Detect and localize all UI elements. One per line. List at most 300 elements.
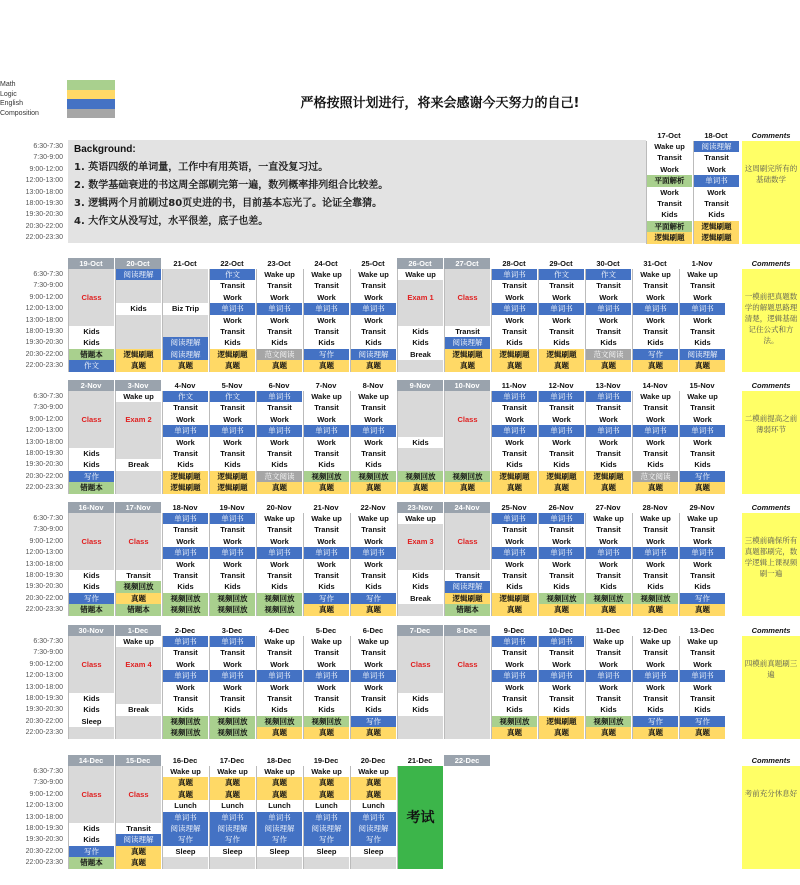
schedule-cell: Kids xyxy=(257,337,302,348)
schedule-cell: 真题 xyxy=(680,360,725,371)
day-body xyxy=(115,269,161,372)
time-label: 13:00-18:00 xyxy=(25,560,63,568)
schedule-cell: Exam 1 xyxy=(407,292,434,302)
schedule-cell xyxy=(116,280,161,291)
schedule-cell: Work xyxy=(210,682,255,693)
schedule-cell: 写作 xyxy=(680,716,725,727)
comments-column xyxy=(742,380,800,494)
schedule-cell: Kids xyxy=(257,704,302,715)
schedule-cell: Wake up xyxy=(398,513,443,524)
day-date: 22-Nov xyxy=(360,503,386,512)
time-label: 20:30-22:00 xyxy=(25,222,63,230)
day-column xyxy=(162,258,208,372)
schedule-cell: 作文 xyxy=(586,269,631,280)
schedule-cell xyxy=(445,636,490,647)
day-date: 18-Nov xyxy=(172,503,198,512)
schedule-cell: Kids xyxy=(680,704,725,715)
schedule-cell: Kids xyxy=(69,704,114,715)
day-body xyxy=(162,391,208,494)
legend-swatch xyxy=(67,80,115,90)
schedule-cell xyxy=(69,727,114,738)
day-body xyxy=(209,513,255,616)
schedule-cell: Work xyxy=(210,437,255,448)
schedule-cell: 单词书 xyxy=(539,425,584,436)
schedule-cell: Work xyxy=(257,559,302,570)
day-body xyxy=(538,513,584,616)
schedule-cell: Wake up xyxy=(351,391,396,402)
schedule-cell: Kids xyxy=(257,581,302,592)
schedule-cell: 真题 xyxy=(539,727,584,738)
schedule-cell: Kids xyxy=(586,337,631,348)
schedule-cell: 真题 xyxy=(304,789,349,800)
schedule-cell: Kids xyxy=(351,704,396,715)
day-column xyxy=(538,380,584,494)
comments-column xyxy=(742,502,800,616)
schedule-cell: 真题 xyxy=(116,360,161,371)
day-body xyxy=(538,391,584,494)
schedule-cell xyxy=(116,326,161,337)
day-date: 31-Oct xyxy=(643,259,667,268)
day-column xyxy=(115,502,161,616)
schedule-cell: Transit xyxy=(492,524,537,535)
day-column xyxy=(115,258,161,372)
day-date: 7-Dec xyxy=(397,625,443,636)
schedule-cell: Work xyxy=(210,315,255,326)
day-date: 26-Oct xyxy=(397,258,443,269)
schedule-cell: 单词书 xyxy=(586,303,631,314)
day-body xyxy=(679,636,725,739)
day-body xyxy=(350,269,396,372)
schedule-cell: 单词书 xyxy=(210,670,255,681)
schedule-cell: Transit xyxy=(163,524,208,535)
day-date: 14-Dec xyxy=(68,755,114,766)
schedule-cell: Transit xyxy=(586,326,631,337)
schedule-cell: Work xyxy=(210,414,255,425)
schedule-cell: Transit xyxy=(163,570,208,581)
time-label: 22:00-23:30 xyxy=(25,859,63,867)
time-label: 7:30-9:00 xyxy=(33,526,63,534)
schedule-cell: 真题 xyxy=(351,360,396,371)
background-line: 4. 大作文从没写过，水平很差，底子也差。 xyxy=(74,216,269,227)
day-column xyxy=(491,380,537,494)
schedule-cell: 单词书 xyxy=(351,303,396,314)
schedule-cell: Work xyxy=(539,414,584,425)
schedule-cell: 真题 xyxy=(163,777,208,788)
schedule-cell: Work xyxy=(210,559,255,570)
day-body xyxy=(350,636,396,739)
day-body xyxy=(350,766,396,869)
schedule-cell xyxy=(445,303,490,314)
schedule-cell xyxy=(69,682,114,693)
schedule-cell: Wake up xyxy=(116,636,161,647)
schedule-cell: Kids xyxy=(492,704,537,715)
day-column xyxy=(68,625,114,739)
day-date: 15-Dec xyxy=(115,755,161,766)
comments-column xyxy=(742,258,800,372)
schedule-cell: 真题 xyxy=(492,482,537,493)
day-date: 2-Nov xyxy=(68,380,114,391)
day-date: 1-Nov xyxy=(691,259,713,268)
schedule-cell xyxy=(69,437,114,448)
schedule-cell xyxy=(398,391,443,402)
schedule-cell: Work xyxy=(351,536,396,547)
schedule-cell: 错题本 xyxy=(69,604,114,615)
day-date: 8-Dec xyxy=(444,625,490,636)
schedule-cell: Transit xyxy=(586,402,631,413)
schedule-cell: Kids xyxy=(633,704,678,715)
schedule-cell xyxy=(445,315,490,326)
schedule-cell: 写作 xyxy=(351,593,396,604)
schedule-cell: Work xyxy=(680,559,725,570)
schedule-cell: Transit xyxy=(586,647,631,658)
schedule-cell: 单词书 xyxy=(210,513,255,524)
schedule-cell: 逻辑刷题 xyxy=(539,349,584,360)
schedule-cell: Transit xyxy=(647,152,692,163)
schedule-cell: Wake up xyxy=(304,636,349,647)
schedule-cell: Work xyxy=(586,414,631,425)
schedule-cell: Wake up xyxy=(304,513,349,524)
schedule-cell: Kids xyxy=(647,209,692,220)
schedule-cell: 单词书 xyxy=(304,547,349,558)
schedule-cell: Transit xyxy=(351,402,396,413)
schedule-cell xyxy=(116,315,161,326)
schedule-cell: Work xyxy=(633,659,678,670)
schedule-cell: 单词书 xyxy=(539,513,584,524)
schedule-cell: Work xyxy=(257,659,302,670)
schedule-cell: 范文阅读 xyxy=(586,349,631,360)
schedule-cell: 作文 xyxy=(539,269,584,280)
schedule-cell: 阅读理解 xyxy=(163,337,208,348)
schedule-cell xyxy=(398,425,443,436)
schedule-cell: 单词书 xyxy=(492,547,537,558)
schedule-cell: 平面解析 xyxy=(647,175,692,186)
schedule-cell: Transit xyxy=(351,693,396,704)
day-grid xyxy=(68,258,725,372)
schedule-cell: Class xyxy=(81,536,102,546)
schedule-cell: Transit xyxy=(163,647,208,658)
schedule-cell: 写作 xyxy=(69,471,114,482)
schedule-cell: 真题 xyxy=(445,360,490,371)
schedule-cell: Kids xyxy=(351,459,396,470)
schedule-cell xyxy=(163,292,208,303)
schedule-cell: 作文 xyxy=(210,391,255,402)
comments-header: Comments xyxy=(742,755,800,766)
day-date: 13-Nov xyxy=(595,381,621,390)
schedule-cell: Work xyxy=(633,315,678,326)
schedule-cell: Exam 4 xyxy=(125,659,152,669)
schedule-cell: 真题 xyxy=(351,727,396,738)
schedule-cell: Work xyxy=(351,292,396,303)
schedule-cell xyxy=(116,812,161,823)
schedule-cell: 阅读理解 xyxy=(351,823,396,834)
schedule-cell: 逻辑刷题 xyxy=(210,349,255,360)
schedule-cell: Sleep xyxy=(163,846,208,857)
schedule-cell: 视频回放 xyxy=(163,604,208,615)
comments-header: Comments xyxy=(742,625,800,636)
schedule-cell: Transit xyxy=(163,448,208,459)
time-label: 19:30-20:30 xyxy=(25,583,63,591)
time-label: 9:00-12:00 xyxy=(29,790,63,798)
schedule-cell: Transit xyxy=(257,693,302,704)
day-column xyxy=(350,380,396,494)
time-label: 18:00-19:30 xyxy=(25,571,63,579)
background-box xyxy=(68,140,646,243)
schedule-cell: Wake up xyxy=(257,636,302,647)
schedule-cell: 真题 xyxy=(304,604,349,615)
schedule-cell: 写作 xyxy=(633,349,678,360)
schedule-cell: Work xyxy=(633,559,678,570)
schedule-cell: 真题 xyxy=(257,482,302,493)
schedule-cell xyxy=(69,269,114,280)
schedule-cell: Transit xyxy=(210,524,255,535)
schedule-cell: 视频回放 xyxy=(116,581,161,592)
schedule-cell: 错题本 xyxy=(116,604,161,615)
schedule-cell: Kids xyxy=(694,209,739,220)
day-date: 7-Nov xyxy=(315,381,337,390)
day-body xyxy=(162,636,208,739)
day-body xyxy=(646,141,692,244)
schedule-cell: Kids xyxy=(539,337,584,348)
schedule-cell: Work xyxy=(647,187,692,198)
schedule-cell: 真题 xyxy=(539,482,584,493)
time-label: 19:30-20:30 xyxy=(25,339,63,347)
schedule-cell: 单词书 xyxy=(257,303,302,314)
schedule-cell: Transit xyxy=(304,402,349,413)
schedule-cell: Wake up xyxy=(257,269,302,280)
day-body xyxy=(491,391,537,494)
schedule-cell: 单词书 xyxy=(163,547,208,558)
schedule-cell: Work xyxy=(539,559,584,570)
schedule-cell: Transit xyxy=(539,326,584,337)
schedule-cell: Kids xyxy=(69,570,114,581)
day-date: 11-Dec xyxy=(595,626,621,635)
schedule-cell xyxy=(116,437,161,448)
schedule-cell xyxy=(69,425,114,436)
time-label: 6:30-7:30 xyxy=(33,638,63,645)
schedule-cell: 错题本 xyxy=(69,482,114,493)
comment-text: 这周刷完所有的基础数学 xyxy=(744,164,798,184)
schedule-cell: Wake up xyxy=(210,766,255,777)
schedule-cell: 单词书 xyxy=(492,303,537,314)
time-label: 12:00-13:00 xyxy=(25,177,63,185)
day-date: 20-Oct xyxy=(115,258,161,269)
schedule-cell: Transit xyxy=(351,326,396,337)
schedule-cell: 真题 xyxy=(445,482,490,493)
schedule-cell: 阅读理解 xyxy=(116,269,161,280)
schedule-cell: Transit xyxy=(116,570,161,581)
schedule-cell: Transit xyxy=(680,280,725,291)
schedule-cell: Transit xyxy=(257,448,302,459)
schedule-cell: 真题 xyxy=(633,360,678,371)
day-date: 12-Nov xyxy=(548,381,574,390)
schedule-cell: Transit xyxy=(680,402,725,413)
schedule-cell xyxy=(69,280,114,291)
schedule-cell: Kids xyxy=(210,337,255,348)
schedule-cell: Transit xyxy=(539,524,584,535)
day-date: 15-Nov xyxy=(689,381,715,390)
time-label: 6:30-7:30 xyxy=(33,515,63,522)
day-body xyxy=(444,391,490,494)
schedule-cell: 单词书 xyxy=(539,391,584,402)
schedule-cell: Transit xyxy=(680,524,725,535)
schedule-cell: 逻辑刷题 xyxy=(163,471,208,482)
schedule-cell: Wake up xyxy=(633,636,678,647)
schedule-cell xyxy=(351,857,396,868)
schedule-cell xyxy=(398,727,443,738)
schedule-cell: Wake up xyxy=(257,766,302,777)
time-label: 13:00-18:00 xyxy=(25,316,63,324)
day-date: 20-Nov xyxy=(266,503,292,512)
schedule-cell: Transit xyxy=(304,693,349,704)
schedule-cell: 视频回放 xyxy=(304,471,349,482)
schedule-cell: Wake up xyxy=(304,766,349,777)
schedule-cell: Transit xyxy=(351,647,396,658)
schedule-cell: 阅读理解 xyxy=(163,349,208,360)
comment-text: 三模前确保所有真题都刷完，数学逻辑上课视频刷一遍 xyxy=(744,536,798,578)
schedule-cell: Transit xyxy=(445,570,490,581)
schedule-cell: 视频回放 xyxy=(586,593,631,604)
day-date: 23-Oct xyxy=(267,259,291,268)
schedule-cell: 视频回放 xyxy=(210,716,255,727)
day-body xyxy=(585,391,631,494)
time-label: 20:30-22:00 xyxy=(25,594,63,602)
time-label: 18:00-19:30 xyxy=(25,449,63,457)
schedule-cell: 视频回放 xyxy=(633,593,678,604)
schedule-cell: Transit xyxy=(304,524,349,535)
schedule-cell: 单词书 xyxy=(680,670,725,681)
background-line: 2. 数学基础衰进的书这周全部刷完第一遍，数列概率排列组合比较差。 xyxy=(74,180,389,191)
time-label: 12:00-13:00 xyxy=(25,549,63,557)
schedule-cell: Work xyxy=(492,682,537,693)
schedule-cell: Wake up xyxy=(680,513,725,524)
schedule-cell: Work xyxy=(633,292,678,303)
schedule-cell: Transit xyxy=(586,524,631,535)
schedule-cell: Transit xyxy=(633,524,678,535)
schedule-cell: 写作 xyxy=(257,834,302,845)
day-body xyxy=(115,766,161,869)
schedule-cell: Lunch xyxy=(304,800,349,811)
day-column xyxy=(68,502,114,616)
schedule-cell: Kids xyxy=(210,704,255,715)
day-date: 17-Dec xyxy=(219,756,245,765)
day-date: 8-Nov xyxy=(362,381,384,390)
schedule-cell: 单词书 xyxy=(586,425,631,436)
schedule-cell: 单词书 xyxy=(633,670,678,681)
schedule-cell: Wake up xyxy=(304,391,349,402)
day-body xyxy=(397,269,443,372)
time-label: 19:30-20:30 xyxy=(25,211,63,219)
schedule-cell: Wake up xyxy=(680,269,725,280)
schedule-cell: Transit xyxy=(633,402,678,413)
schedule-cell: 阅读理解 xyxy=(163,823,208,834)
schedule-cell: Kids xyxy=(69,693,114,704)
time-label: 18:00-19:30 xyxy=(25,694,63,702)
schedule-cell: Work xyxy=(304,659,349,670)
day-column xyxy=(538,625,584,739)
day-date: 30-Nov xyxy=(68,625,114,636)
schedule-cell: Work xyxy=(210,536,255,547)
schedule-cell xyxy=(445,693,490,704)
schedule-cell: Transit xyxy=(694,198,739,209)
schedule-cell: Kids xyxy=(680,459,725,470)
time-label: 13:00-18:00 xyxy=(25,683,63,691)
schedule-cell: Work xyxy=(304,437,349,448)
schedule-cell: Sleep xyxy=(351,846,396,857)
schedule-cell xyxy=(398,604,443,615)
schedule-cell: Wake up xyxy=(398,269,443,280)
schedule-cell: 真题 xyxy=(304,727,349,738)
schedule-cell: 单词书 xyxy=(633,303,678,314)
schedule-cell: Transit xyxy=(163,693,208,704)
schedule-cell: Transit xyxy=(539,570,584,581)
day-body xyxy=(444,513,490,616)
schedule-cell: 逻辑刷题 xyxy=(539,471,584,482)
schedule-cell: Wake up xyxy=(633,269,678,280)
schedule-cell: Work xyxy=(304,536,349,547)
schedule-cell: Transit xyxy=(647,198,692,209)
schedule-cell: Work xyxy=(539,659,584,670)
schedule-cell xyxy=(445,647,490,658)
day-date: 10-Dec xyxy=(548,626,574,635)
day-column xyxy=(397,502,443,616)
day-date: 14-Nov xyxy=(642,381,668,390)
schedule-cell xyxy=(445,547,490,558)
schedule-cell: Transit xyxy=(492,326,537,337)
day-column xyxy=(209,755,255,869)
exam-label: 考试 xyxy=(406,810,435,827)
legend-swatch xyxy=(67,109,115,119)
schedule-cell xyxy=(116,471,161,482)
time-column xyxy=(0,391,66,494)
schedule-cell: Work xyxy=(257,536,302,547)
schedule-cell: Kids xyxy=(163,704,208,715)
day-date: 6-Dec xyxy=(362,626,384,635)
schedule-cell: 写作 xyxy=(304,349,349,360)
background-line: 1. 英语四级的单词量，工作中有用英语，一直没复习过。 xyxy=(74,162,329,173)
schedule-cell: 逻辑刷题 xyxy=(492,471,537,482)
schedule-cell: 逻辑刷题 xyxy=(163,482,208,493)
schedule-cell: Wake up xyxy=(633,391,678,402)
schedule-cell xyxy=(69,766,114,777)
schedule-cell xyxy=(163,280,208,291)
day-body xyxy=(115,513,161,616)
schedule-cell: 真题 xyxy=(210,360,255,371)
day-body xyxy=(256,269,302,372)
day-column xyxy=(256,625,302,739)
schedule-cell: Transit xyxy=(304,326,349,337)
time-label: 13:00-18:00 xyxy=(25,813,63,821)
comment-text: 一模前把真题数学的解题思路理清楚，逻辑基础记住公式和方法。 xyxy=(744,292,798,345)
schedule-cell: Kids xyxy=(69,834,114,845)
comment-text: 考前充分休息好 xyxy=(744,789,798,798)
day-column xyxy=(303,380,349,494)
schedule-cell xyxy=(69,670,114,681)
schedule-cell: Transit xyxy=(492,570,537,581)
time-column xyxy=(0,513,66,616)
schedule-cell: Wake up xyxy=(116,391,161,402)
schedule-cell: Kids xyxy=(539,459,584,470)
legend-item xyxy=(0,99,115,109)
schedule-cell: 逻辑刷题 xyxy=(210,471,255,482)
schedule-cell: Kids xyxy=(69,326,114,337)
schedule-cell: 真题 xyxy=(680,482,725,493)
schedule-cell: Transit xyxy=(304,448,349,459)
schedule-cell: 视频回放 xyxy=(304,716,349,727)
day-column xyxy=(115,380,161,494)
schedule-cell: Transit xyxy=(586,280,631,291)
schedule-cell xyxy=(116,647,161,658)
day-column xyxy=(256,502,302,616)
